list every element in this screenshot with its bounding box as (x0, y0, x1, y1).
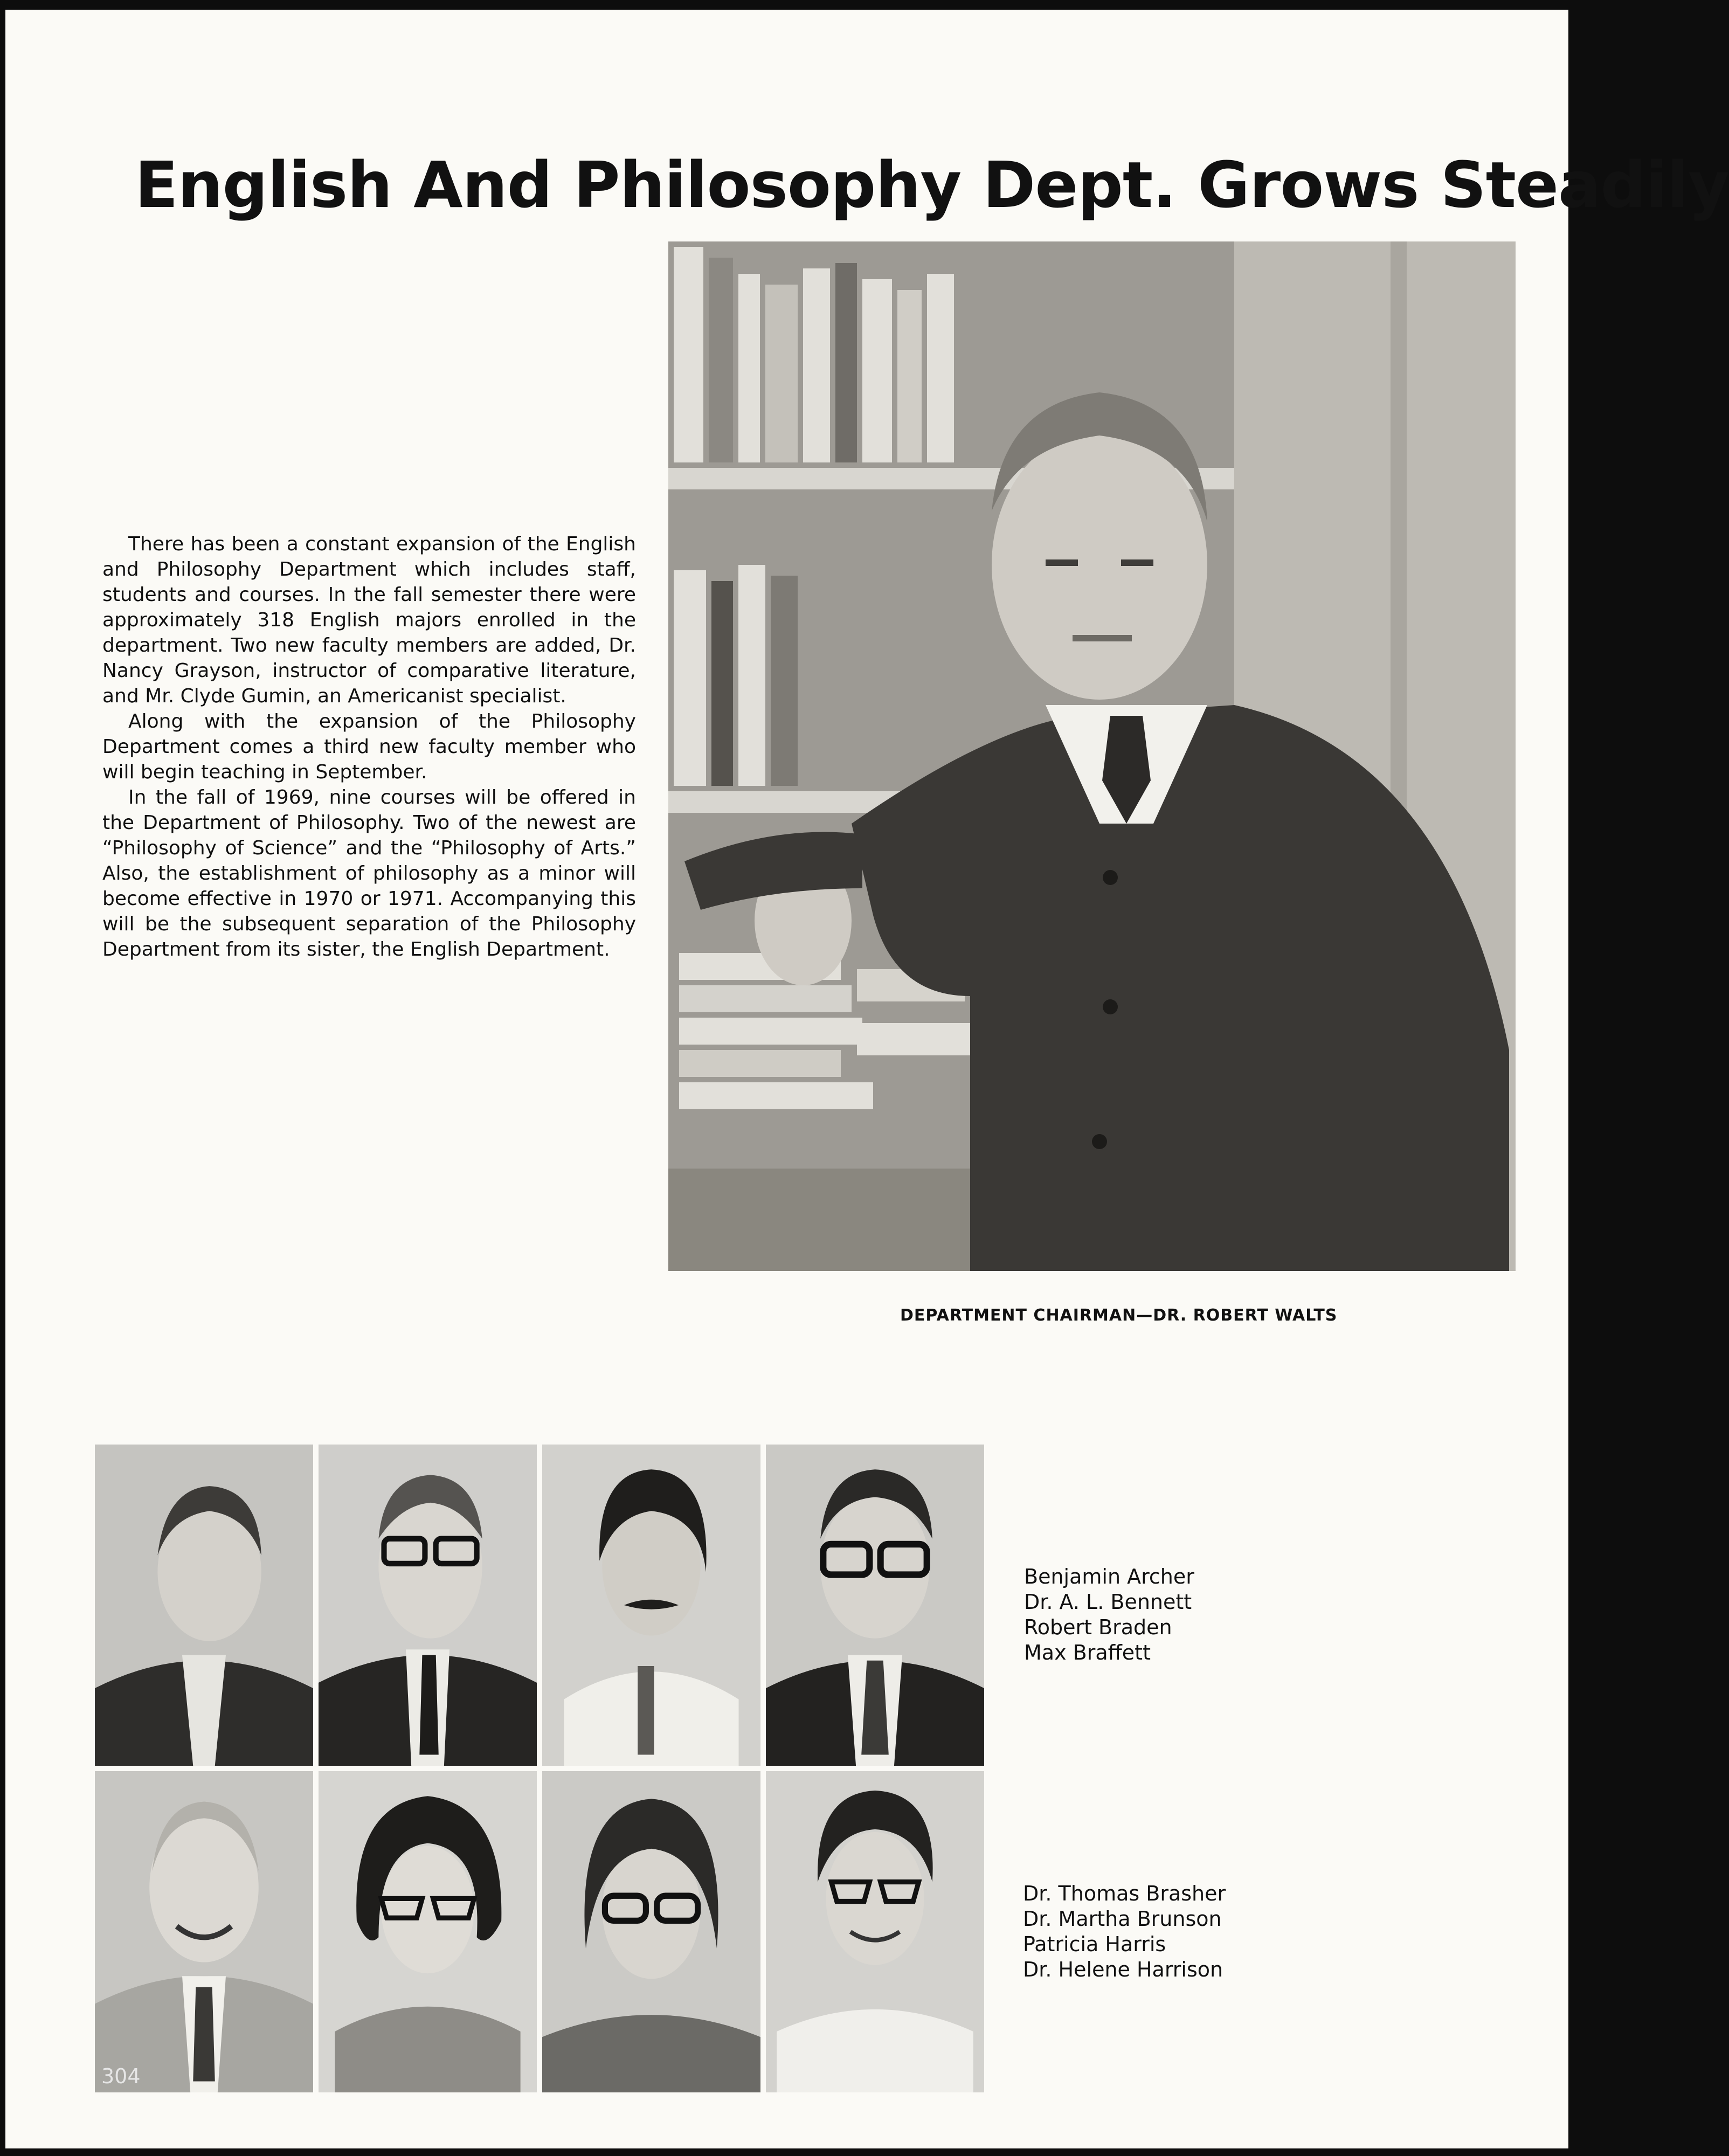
faculty-name: Dr. Martha Brunson (1023, 1907, 1222, 1931)
faculty-name: Dr. A. L. Bennett (1024, 1590, 1192, 1614)
article-paragraph: Along with the expansion of the Philosophy Department comes a third new faculty member who will begin teaching in September. (102, 710, 636, 783)
faculty-name: Benjamin Archer (1024, 1565, 1194, 1588)
faculty-portrait (766, 1771, 984, 2092)
faculty-names-bottom (1023, 1881, 1226, 1982)
faculty-name: Robert Braden (1024, 1615, 1172, 1639)
chairman-photo (668, 241, 1516, 1271)
faculty-portrait (95, 1771, 313, 2092)
faculty-portrait (319, 1445, 537, 1766)
faculty-name: Patricia Harris (1023, 1932, 1166, 1956)
faculty-portrait (766, 1445, 984, 1766)
faculty-portrait (95, 1445, 313, 1766)
faculty-portrait (542, 1445, 760, 1766)
page-number: 304 (101, 2064, 141, 2088)
faculty-portrait (542, 1771, 760, 2092)
faculty-name: Dr. Thomas Brasher (1023, 1882, 1226, 1905)
faculty-portrait (319, 1771, 537, 2092)
faculty-name: Max Braffett (1024, 1641, 1151, 1664)
faculty-names-top (1024, 1564, 1194, 1666)
article-body (102, 531, 636, 962)
faculty-name: Dr. Helene Harrison (1023, 1958, 1223, 1981)
yearbook-page (5, 10, 1729, 2148)
page-headline: English And Philosophy Dept. Grows Steadily (135, 148, 1729, 222)
article-paragraph: In the fall of 1969, nine courses will be offered in the Department of Philosophy. Two of the newest are “Philosophy of Science” and the “Philosophy of Arts.” Also, the establishment of philosophy as a minor will become effective in 1970 or 1971. Accompanying this will be the subsequent separation of the Philosophy Department from its sister, the English Department. (102, 786, 636, 960)
faculty-portrait-grid (95, 1445, 984, 2092)
chairman-caption: DEPARTMENT CHAIRMAN—DR. ROBERT WALTS (900, 1306, 1338, 1325)
article-paragraph: There has been a constant expansion of the English and Philosophy Department which includes staff, students and courses. In the fall semester there were approximately 318 English majors enrolled in the department. Two new faculty members are added, Dr. Nancy Grayson, instructor of comparative literature, and Mr. Clyde Gumin, an Americanist specialist. (102, 533, 636, 707)
